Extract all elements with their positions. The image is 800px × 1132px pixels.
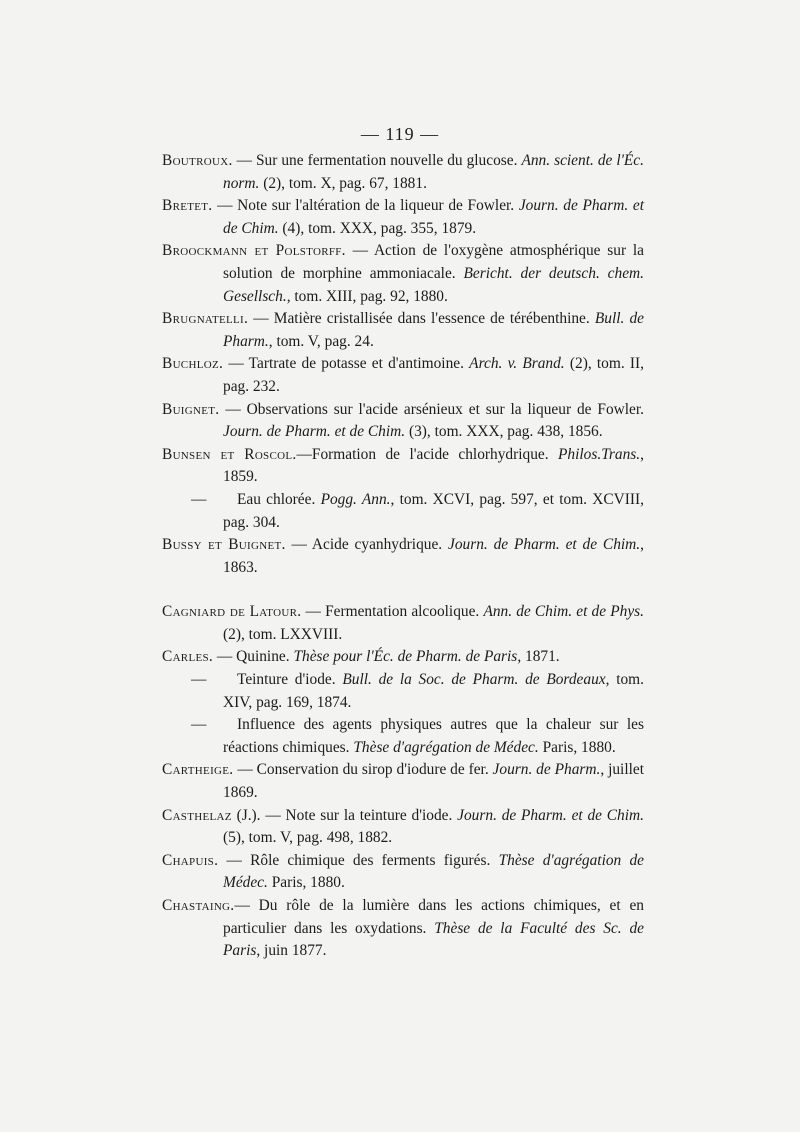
ditto-dash: — [191,490,207,508]
entry-details: (3), tom. XXX, pag. 438, 1856. [405,423,603,441]
entry-details: (2), tom. LXXVIII. [223,625,343,643]
entry-source: Journ. de Pharm. [492,761,601,779]
entry-details: , juin 1877. [256,942,327,960]
bibliography-entry [162,895,644,963]
entry-title: Eau chlorée. [237,490,321,508]
entry-source: Arch. v. Brand. [469,355,565,373]
entry-author: Bussy et Buignet. [162,536,286,554]
entry-author: Bretet. [162,197,213,215]
entry-source: Philos.Trans. [558,445,641,463]
entry-source: Ann. scient. de l'Éc. norm. [223,152,644,192]
entry-title: (J.). — Note sur la teinture d'iode. [231,806,458,824]
entry-author: Brugnatelli. [162,310,249,328]
entry-author: Chapuis. [162,851,219,869]
bibliography-entry [162,399,644,444]
entry-title: — Matière cristallisée dans l'essence de térébenthine. [248,310,595,328]
entry-author: Carles. [162,648,214,666]
entry-source: Ann. de Chim. et de Phys. [483,603,644,621]
entry-title: — Sur une fermentation nouvelle du glucose. [232,152,522,169]
entry-details: , tom. XCVI, pag. 597, et tom. XCVIII, pag. 304. [223,490,644,531]
bibliography-entry [162,714,644,759]
entry-source: Journ. de Pharm. et de Chim. [223,423,406,441]
entry-details: , 1859. [223,445,644,486]
entry-title: — Du rôle de la lumière dans les actions chimiques, et en particulier dans les oxydations. [223,897,644,937]
entry-source: Thèse d'agrégation de Médec. [353,738,539,756]
bibliography-entry [162,534,644,579]
page-number: — 119 — [360,124,440,144]
entry-author: Boutroux. [162,152,233,169]
entry-details: (4), tom. XXX, pag. 355, 1879. [278,219,477,237]
entry-details: , tom. V, pag. 24. [268,332,374,350]
entry-source: Pogg. Ann. [320,490,391,508]
entry-details: (2), tom. II, pag. 232. [223,355,644,395]
entry-title: — Observations sur l'acide arsénieux et sur la liqueur de Fowler. [219,400,644,418]
bibliography-entry [162,759,644,804]
entry-author: Broockmann et Polstorff. [162,242,346,260]
bibliography-entry [162,489,644,534]
bibliography-entry [162,669,644,714]
entry-author: Buchloz. [162,355,224,373]
bibliography-entry [162,646,644,669]
entry-title: — Rôle chimique des ferments figurés. [218,851,499,869]
bibliography-entry [162,195,644,240]
entry-source: Thèse de la Faculté des Sc. de Paris [223,919,644,960]
entry-title: — Acide cyanhydrique. [285,536,448,554]
entry-title: Influence des agents physiques autres que la chaleur sur les réactions chimiques. [223,716,644,756]
entry-source: Thèse d'agrégation de Médec. [223,851,644,892]
entry-details: , 1863. [223,536,644,576]
entry-details: Paris, 1880. [267,874,345,892]
entry-title: — Quinine. [213,648,294,666]
entry-source: Bull. de la Soc. de Pharm. de Bordeaux [342,671,606,689]
entry-details: , tom. XIV, pag. 169, 1874. [223,671,644,711]
entry-details: (2), tom. X, pag. 67, 1881. [259,174,427,192]
bibliography-entry [162,805,644,850]
entry-title: — Tartrate de potasse et d'antimoine. [223,355,470,373]
entry-author: Bunsen et Roscol. [162,445,297,463]
bibliography-entry [162,353,644,398]
entry-source: Journ. de Pharm. et de Chim. [223,197,644,237]
entry-author: Buignet. [162,400,220,418]
entry-source: Bericht. der deutsch. chem. Gesellsch. [223,264,644,305]
entry-author: Chastaing. [162,897,235,914]
entry-title: — Fermentation alcoolique. [301,603,484,621]
ditto-dash: — [191,671,207,689]
entry-details: , juillet 1869. [223,761,644,802]
bibliography-entry [162,850,644,895]
bibliography-entry [162,150,644,195]
bibliography-entry [162,444,644,489]
entry-title: — Conservation du sirop d'iodure de fer. [233,761,493,779]
entry-source: Journ. de Pharm. et de Chim. [448,536,641,554]
entry-author: Cartheige. [162,761,234,779]
bibliography-entry [162,240,644,308]
entry-details: (5), tom. V, pag. 498, 1882. [223,829,393,847]
entry-source: Thèse pour l'Éc. de Pharm. de Paris [293,648,518,666]
entry-source: Bull. de Pharm. [223,310,645,350]
entry-title: — Note sur l'altération de la liqueur de Fowler. [212,197,519,215]
bibliography-entry [162,601,644,646]
entry-source: Journ. de Pharm. et de Chim. [457,806,644,824]
bibliography-list [162,150,644,963]
entry-title: —Formation de l'acide chlorhydrique. [296,445,559,463]
entry-title: — Action de l'oxygène atmosphérique sur la solution de morphine ammoniacale. [223,242,644,282]
ditto-dash: — [191,716,207,734]
entry-details: , tom. XIII, pag. 92, 1880. [286,287,448,305]
entry-author: Casthelaz [162,806,232,824]
entry-title: Teinture d'iode. [237,671,343,689]
entry-author: Cagniard de Latour. [162,603,302,621]
entry-details: , 1871. [517,648,560,666]
bibliography-entry [162,308,644,353]
entry-details: Paris, 1880. [538,738,616,756]
